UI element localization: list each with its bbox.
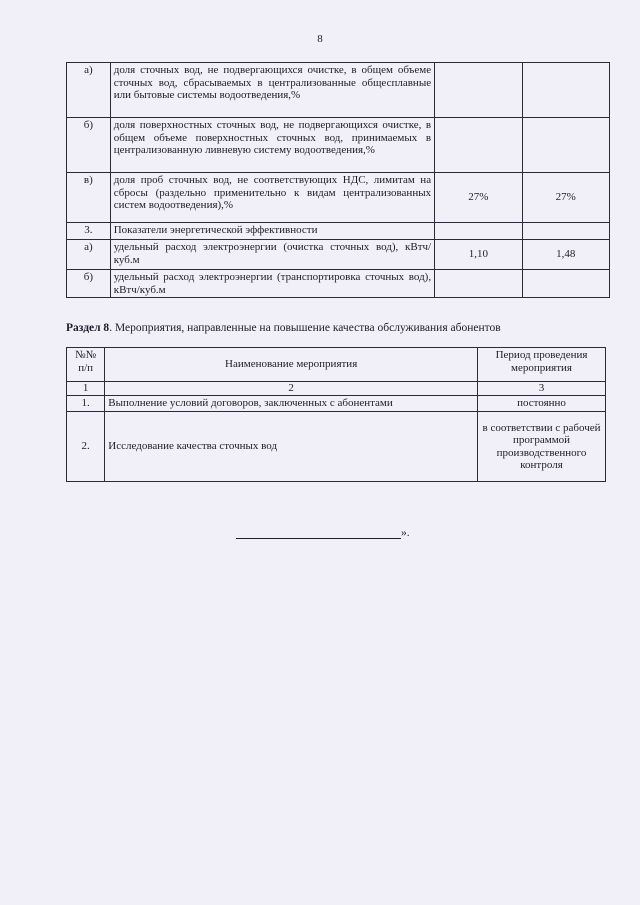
row-description: удельный расход электроэнергии (очистка сточных вод), кВтч/куб.м: [110, 240, 434, 270]
value-cell: [435, 118, 522, 173]
table-row: [67, 270, 610, 298]
row-number: 1.: [67, 396, 105, 412]
row-description: Показатели энергетической эффективности: [110, 223, 434, 240]
measure-period: постоянно: [478, 396, 606, 412]
section-title: . Мероприятия, направленные на повышение качества обслуживания абонентов: [109, 322, 501, 334]
table-row: [67, 240, 610, 270]
table-row: [67, 173, 610, 223]
value-cell: [522, 223, 609, 240]
page-number: 8: [317, 33, 323, 45]
table-row: [67, 223, 610, 240]
table-row: [67, 118, 610, 173]
table-header-row: [67, 348, 606, 382]
row-description: доля проб сточных вод, не соответствующих НДС, лимитам на сбросы (раздельно применительно к видам централизованных систем водоотведения),%: [110, 173, 434, 223]
header-number: №№ п/п: [67, 348, 105, 382]
header-name: Наименование мероприятия: [105, 348, 478, 382]
row-description: доля поверхностных сточных вод, не подвергающихся очистке, в общем объеме поверхностных сточных вод, принимаемых в централизованную ливневую систему водоотведения,%: [110, 118, 434, 173]
value-cell: [435, 63, 522, 118]
table-row: [67, 412, 606, 482]
row-number: б): [67, 270, 111, 298]
row-number: в): [67, 173, 111, 223]
value-cell: 1,48: [522, 240, 609, 270]
row-number: 3.: [67, 223, 111, 240]
value-cell: [522, 270, 609, 298]
table-row: [67, 63, 610, 118]
measures-table: [66, 347, 606, 482]
measure-name: Исследование качества сточных вод: [105, 412, 478, 482]
row-number: а): [67, 240, 111, 270]
row-description: доля сточных вод, не подвергающихся очистке, в общем объеме сточных вод, сбрасываемых в централизованные общесплавные или бытовые системы водоотведения,%: [110, 63, 434, 118]
measure-period: в соответствии с рабочей программой производственного контроля: [478, 412, 606, 482]
value-cell: 27%: [522, 173, 609, 223]
value-cell: 27%: [435, 173, 522, 223]
row-number: 2.: [67, 412, 105, 482]
table-row: [67, 396, 606, 412]
column-number: 1: [67, 382, 105, 396]
section-label: Раздел 8: [66, 322, 110, 334]
header-period: Период проведения мероприятия: [478, 348, 606, 382]
signature-underline: [236, 528, 401, 539]
column-number: 2: [105, 382, 478, 396]
section-heading: [66, 322, 501, 334]
value-cell: [435, 270, 522, 298]
value-cell: [522, 118, 609, 173]
column-number: 3: [478, 382, 606, 396]
value-cell: 1,10: [435, 240, 522, 270]
indicators-table: [66, 62, 610, 298]
row-number: б): [67, 118, 111, 173]
value-cell: [522, 63, 609, 118]
row-number: а): [67, 63, 111, 118]
column-number-row: [67, 382, 606, 396]
closing-quote: ».: [401, 527, 410, 539]
measure-name: Выполнение условий договоров, заключенных с абонентами: [105, 396, 478, 412]
value-cell: [435, 223, 522, 240]
closing-line: [236, 527, 410, 539]
row-description: удельный расход электроэнергии (транспортировка сточных вод), кВтч/куб.м: [110, 270, 434, 298]
